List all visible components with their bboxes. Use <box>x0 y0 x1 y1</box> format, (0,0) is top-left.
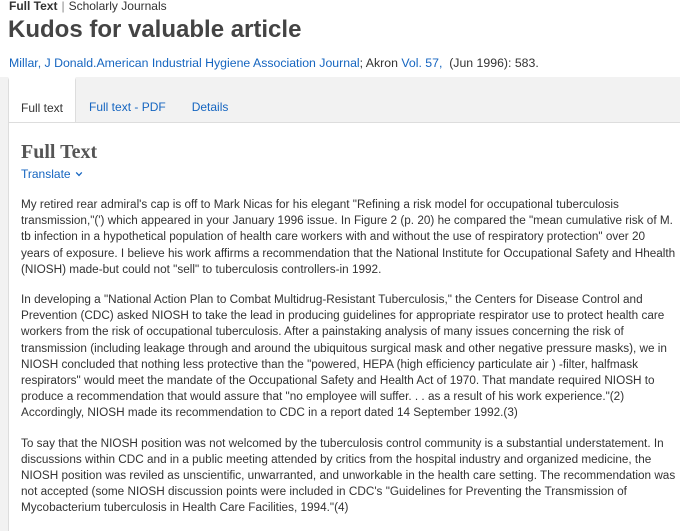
article-body <box>21 197 676 531</box>
citation-line <box>9 56 539 70</box>
content-area <box>0 77 680 531</box>
meta-separator: | <box>61 0 65 13</box>
body-paragraph-1: My retired rear admiral's cap is off to Mark Nicas for his elegant "Refining a risk model for occupational tuberculosis transmission,"(') which appeared in your January 1996 issue. In Figure 2 (p. 20) he compared the "mean cumulative risk of M. tb infection in a hypothetical population of health care workers with and without the use of respiratory protection" over 20 years of exposure. I believe his work affirms a recommendation that the National Institute for Occupational Safety and Hhealth (NIOSH) made-but could not "sell" to tuberculosis controllers-in 1992. <box>21 198 676 276</box>
tab-details[interactable]: Details <box>191 100 229 114</box>
article-title: Kudos for valuable article <box>8 16 302 43</box>
full-text-label: Full Text <box>9 0 58 13</box>
full-text-panel <box>8 122 680 531</box>
translate-label: Translate <box>21 167 71 181</box>
section-heading: Full Text <box>21 141 98 163</box>
source-type-label: Scholarly Journals <box>68 0 167 13</box>
tab-full-text[interactable]: Full text <box>8 77 76 123</box>
tab-full-text-pdf[interactable]: Full text - PDF <box>89 100 166 114</box>
tab-bar <box>8 77 241 122</box>
volume-link[interactable]: Vol. 57, <box>401 56 443 70</box>
translate-dropdown[interactable] <box>21 167 83 181</box>
chevron-down-icon <box>75 170 83 178</box>
publication-place: ; Akron <box>359 56 402 70</box>
issue-date-pages: (Jun 1996): 583. <box>442 56 539 70</box>
body-paragraph-3: To say that the NIOSH position was not welcomed by the tuberculosis control community is a substantial understatement. In discussions within CDC and in a public meeting attended by critics from the hospital industry and organized medicine, the NIOSH position was reviled as unscientific, unwarranted, and unworkable in the health care setting. The recommendation was not accepted (some NIOSH discussion points were included in CDC's "Guidelines for Preventing the Transmission of Mycobacterium tuberculosis in Health Care Facilities, 1994."(4) <box>21 436 676 515</box>
body-paragraph-2: In developing a "National Action Plan to Combat Multidrug-Resistant Tuberculosis," the Centers for Disease Control and Prevention (CDC) asked NIOSH to take the lead in producing guidelines for appropriate respirator use to protect health care workers from the risk of occupational tuberculosis. After a painstaking analysis of many issues concerning the risk of transmission (including leakage through and around the ubiquitous surgical mask and other negative pressure masks), we in NIOSH concluded that nothing less protective than the "powered, HEPA (high efficiency particulate air ) -filter, halfmask respirators" would meet the mandate of the Occupational Safety and Health Act of 1970. That mandate required NIOSH to produce a recommendation that would assure that "no employee will suffer. . . as a result of his work experience."(2) Accordingly, NIOSH made its recommendation to CDC in a report dated 14 September 1992.(3) <box>21 293 667 420</box>
document-type-line <box>9 0 167 13</box>
journal-link[interactable]: American Industrial Hygiene Association Journal <box>96 56 360 70</box>
author-link[interactable]: Millar, J Donald. <box>9 56 97 70</box>
